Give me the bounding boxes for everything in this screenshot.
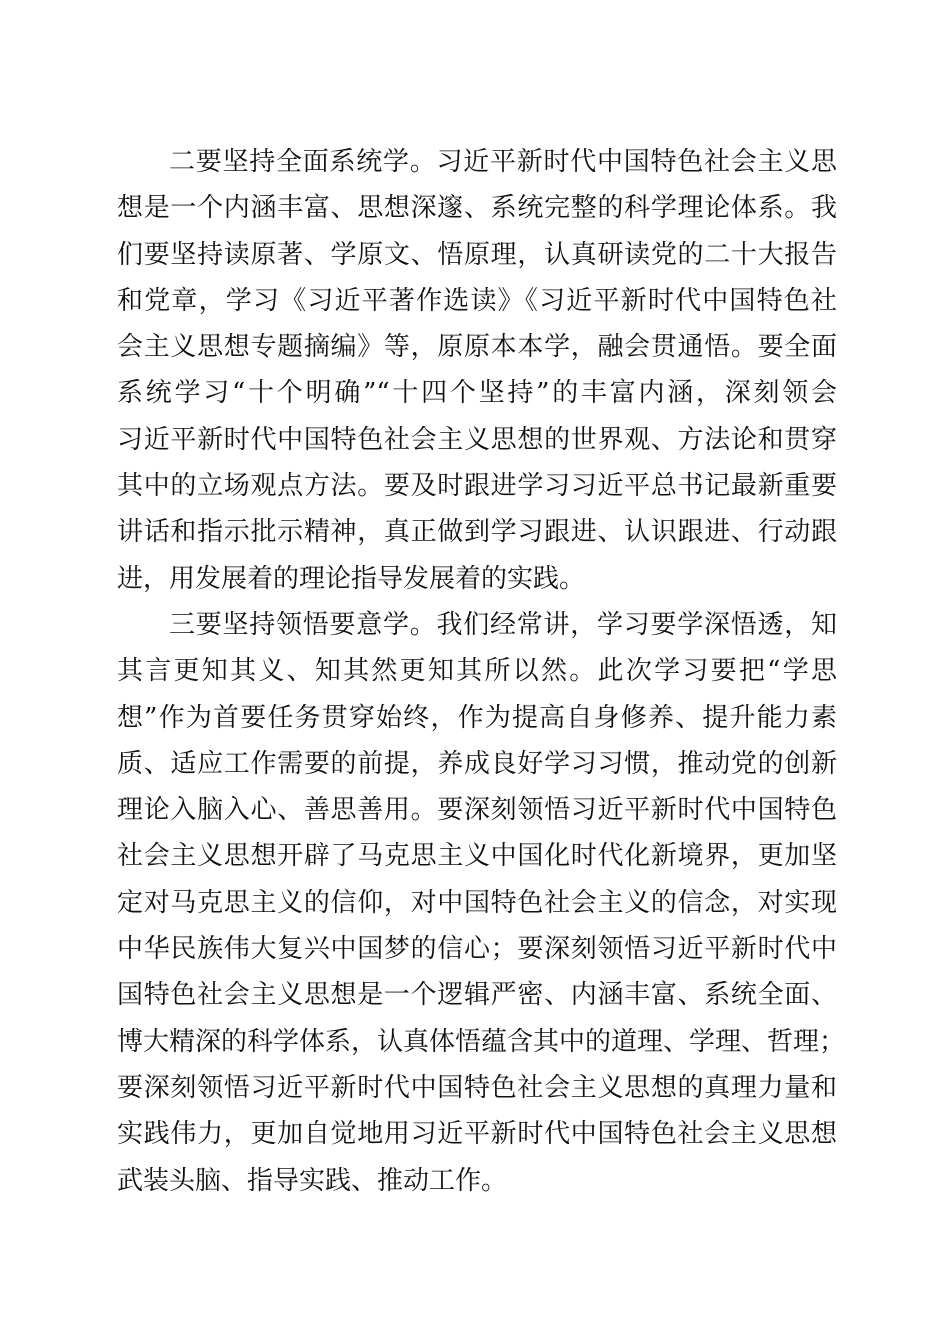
paragraph-line: 理论入脑入心、善思善用。要深刻领悟习近平新时代中国特色 — [117, 795, 837, 826]
paragraph-line: 其言更知其义、知其然更知其所以然。此次学习要把“学思 — [117, 656, 837, 687]
paragraph-line: 们要坚持读原著、学原文、悟原理，认真研读党的二十大报告 — [117, 239, 837, 270]
paragraph-line: 和党章，学习《习近平著作选读》《习近平新时代中国特色社 — [117, 285, 837, 316]
paragraph-line: 社会主义思想开辟了马克思主义中国化时代化新境界，更加坚 — [117, 841, 837, 872]
paragraph-line: 其中的立场观点方法。要及时跟进学习习近平总书记最新重要 — [117, 471, 837, 502]
paragraph-line: 国特色社会主义思想是一个逻辑严密、内涵丰富、系统全面、 — [117, 980, 837, 1011]
paragraph-line: 质、适应工作需要的前提，养成良好学习习惯，推动党的创新 — [117, 748, 837, 779]
paragraph-line: 定对马克思主义的信仰，对中国特色社会主义的信念，对实现 — [117, 887, 837, 918]
paragraph-line: 系统学习“十个明确”“十四个坚持”的丰富内涵，深刻领会 — [117, 378, 837, 409]
paragraph-3 — [117, 602, 846, 1204]
paragraph-line: 中华民族伟大复兴中国梦的信心；要深刻领悟习近平新时代中 — [117, 934, 837, 965]
paragraph-2 — [117, 139, 837, 602]
paragraph-line: 想”作为首要任务贯穿始终，作为提高自身修养、提升能力素 — [117, 702, 837, 733]
paragraph-line: 博大精深的科学体系，认真体悟蕴含其中的道理、学理、哲理； — [117, 1026, 846, 1057]
paragraph-line: 讲话和指示批示精神，真正做到学习跟进、认识跟进、行动跟 — [117, 517, 837, 548]
paragraph-line: 想是一个内涵丰富、思想深邃、系统完整的科学理论体系。我 — [117, 193, 837, 224]
paragraph-line: 二要坚持全面系统学。习近平新时代中国特色社会主义思 — [169, 147, 837, 177]
paragraph-line: 三要坚持领悟要意学。我们经常讲，学习要学深悟透，知 — [169, 609, 837, 640]
document-body — [117, 139, 846, 1204]
paragraph-line: 会主义思想专题摘编》等，原原本本学，融会贯通悟。要全面 — [117, 332, 837, 363]
paragraph-line: 武装头脑、指导实践、推动工作。 — [117, 1165, 508, 1196]
paragraph-line: 实践伟力，更加自觉地用习近平新时代中国特色社会主义思想 — [117, 1119, 837, 1150]
paragraph-line: 进，用发展着的理论指导发展着的实践。 — [117, 563, 586, 594]
paragraph-line: 要深刻领悟习近平新时代中国特色社会主义思想的真理力量和 — [117, 1072, 837, 1103]
paragraph-line: 习近平新时代中国特色社会主义思想的世界观、方法论和贯穿 — [117, 424, 837, 455]
